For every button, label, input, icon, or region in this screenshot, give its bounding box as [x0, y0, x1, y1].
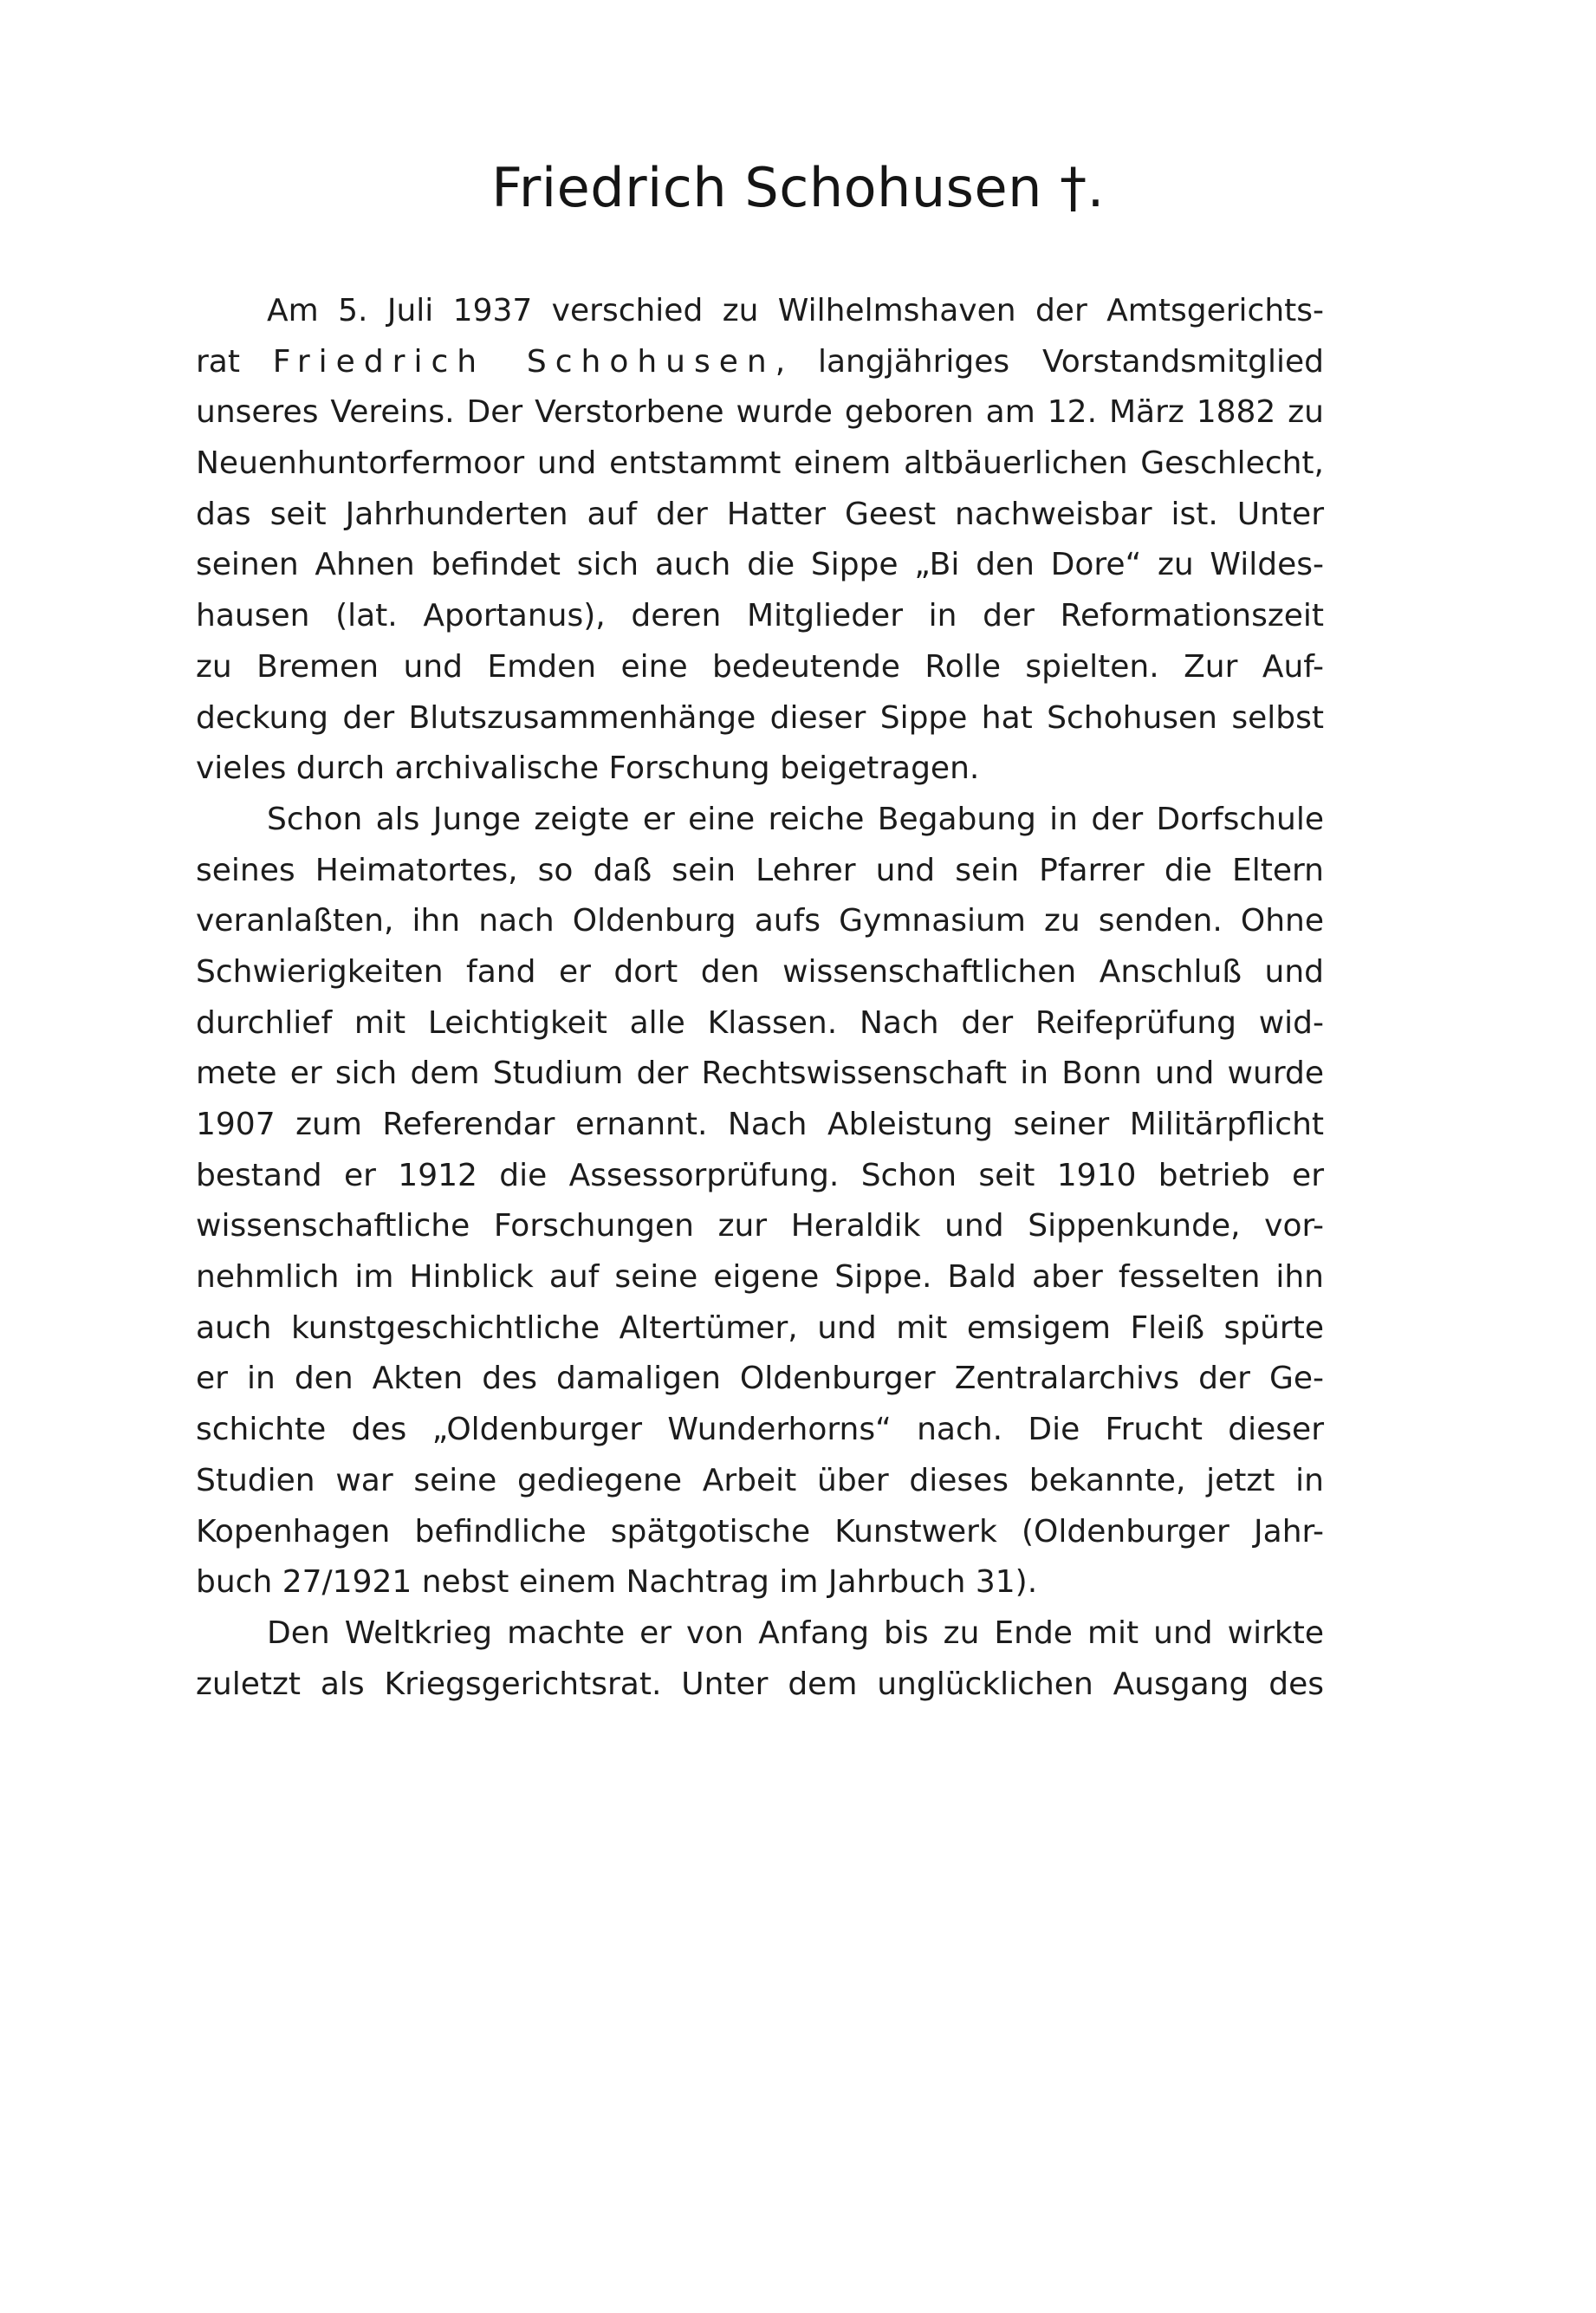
deceased-name: Friedrich Schohusen: [272, 343, 775, 380]
text-line: unseres Vereins. Der Verstorbene wurde geboren am 12. März 1882 zu: [196, 394, 1324, 431]
text-line: zuletzt als Kriegsgerichtsrat. Unter dem unglücklichen Ausgang des: [196, 1666, 1324, 1702]
text-line: zu Bremen und Emden eine bedeutende Rolle spielten. Zur Auf-: [196, 648, 1324, 685]
text-line: deckung der Blutszusammenhänge dieser Sippe hat Schohusen selbst: [196, 699, 1324, 736]
text-line: schichte des „Oldenburger Wunderhorns“ nach. Die Frucht dieser: [196, 1412, 1324, 1448]
page-title: Friedrich Schohusen †.: [491, 156, 1105, 219]
text-line: Den Weltkrieg machte er von Anfang bis zu Ende mit und wirkte: [267, 1615, 1324, 1651]
text-line: vieles durch archivalische Forschung beigetragen.: [196, 750, 980, 787]
article-body: [196, 286, 1324, 1710]
text-line: buch 27/1921 nebst einem Nachtrag im Jahrbuch 31).: [196, 1564, 1038, 1601]
text-line: Am 5. Juli 1937 verschied zu Wilhelmshaven der Amtsgerichts-: [267, 293, 1324, 328]
text-line: Schon als Junge zeigte er eine reiche Begabung in der Dorfschule: [267, 801, 1324, 837]
text-line: veranlaßten, ihn nach Oldenburg aufs Gymnasium zu senden. Ohne: [196, 903, 1324, 939]
text-line: er in den Akten des damaligen Oldenburger Zentralarchivs der Ge-: [196, 1361, 1324, 1397]
text-line: nehmlich im Hinblick auf seine eigene Sippe. Bald aber fesselten ihn: [196, 1259, 1324, 1296]
text-line: hausen (lat. Aportanus), deren Mitglieder in der Reformationszeit: [196, 598, 1324, 634]
text-line: Schwierigkeiten fand er dort den wissenschaftlichen Anschluß und: [196, 953, 1324, 990]
text-line: seinen Ahnen befindet sich auch die Sippe „Bi den Dore“ zu Wildes-: [196, 547, 1324, 583]
text-line: bestand er 1912 die Assessorprüfung. Schon seit 1910 betrieb er: [196, 1157, 1324, 1193]
text-line: Studien war seine gediegene Arbeit über dieses bekannte, jetzt in: [196, 1462, 1324, 1498]
text-line: Neuenhuntorfermoor und entstammt einem altbäuerlichen Geschlecht,: [196, 445, 1324, 482]
text-line: wissenschaftliche Forschungen zur Heraldik und Sippenkunde, vor-: [196, 1208, 1324, 1244]
text-line: durchlief mit Leichtigkeit alle Klassen. Nach der Reifeprüfung wid-: [196, 1004, 1324, 1041]
text-line: 1907 zum Referendar ernannt. Nach Ableistung seiner Militärpflicht: [196, 1107, 1324, 1142]
text-line: rat Friedrich Schohusen, langjähriges Vorstandsmitglied: [196, 343, 1324, 380]
text-line: Kopenhagen befindliche spätgotische Kunstwerk (Oldenburger Jahr-: [196, 1513, 1324, 1550]
text-line: seines Heimatortes, so daß sein Lehrer und sein Pfarrer die Eltern: [196, 852, 1324, 888]
text-line: das seit Jahrhunderten auf der Hatter Geest nachweisbar ist. Unter: [196, 496, 1324, 532]
text-line: auch kunstgeschichtliche Altertümer, und mit emsigem Fleiß spürte: [196, 1309, 1324, 1346]
text-line: mete er sich dem Studium der Rechtswissenschaft in Bonn und wurde: [196, 1056, 1324, 1092]
